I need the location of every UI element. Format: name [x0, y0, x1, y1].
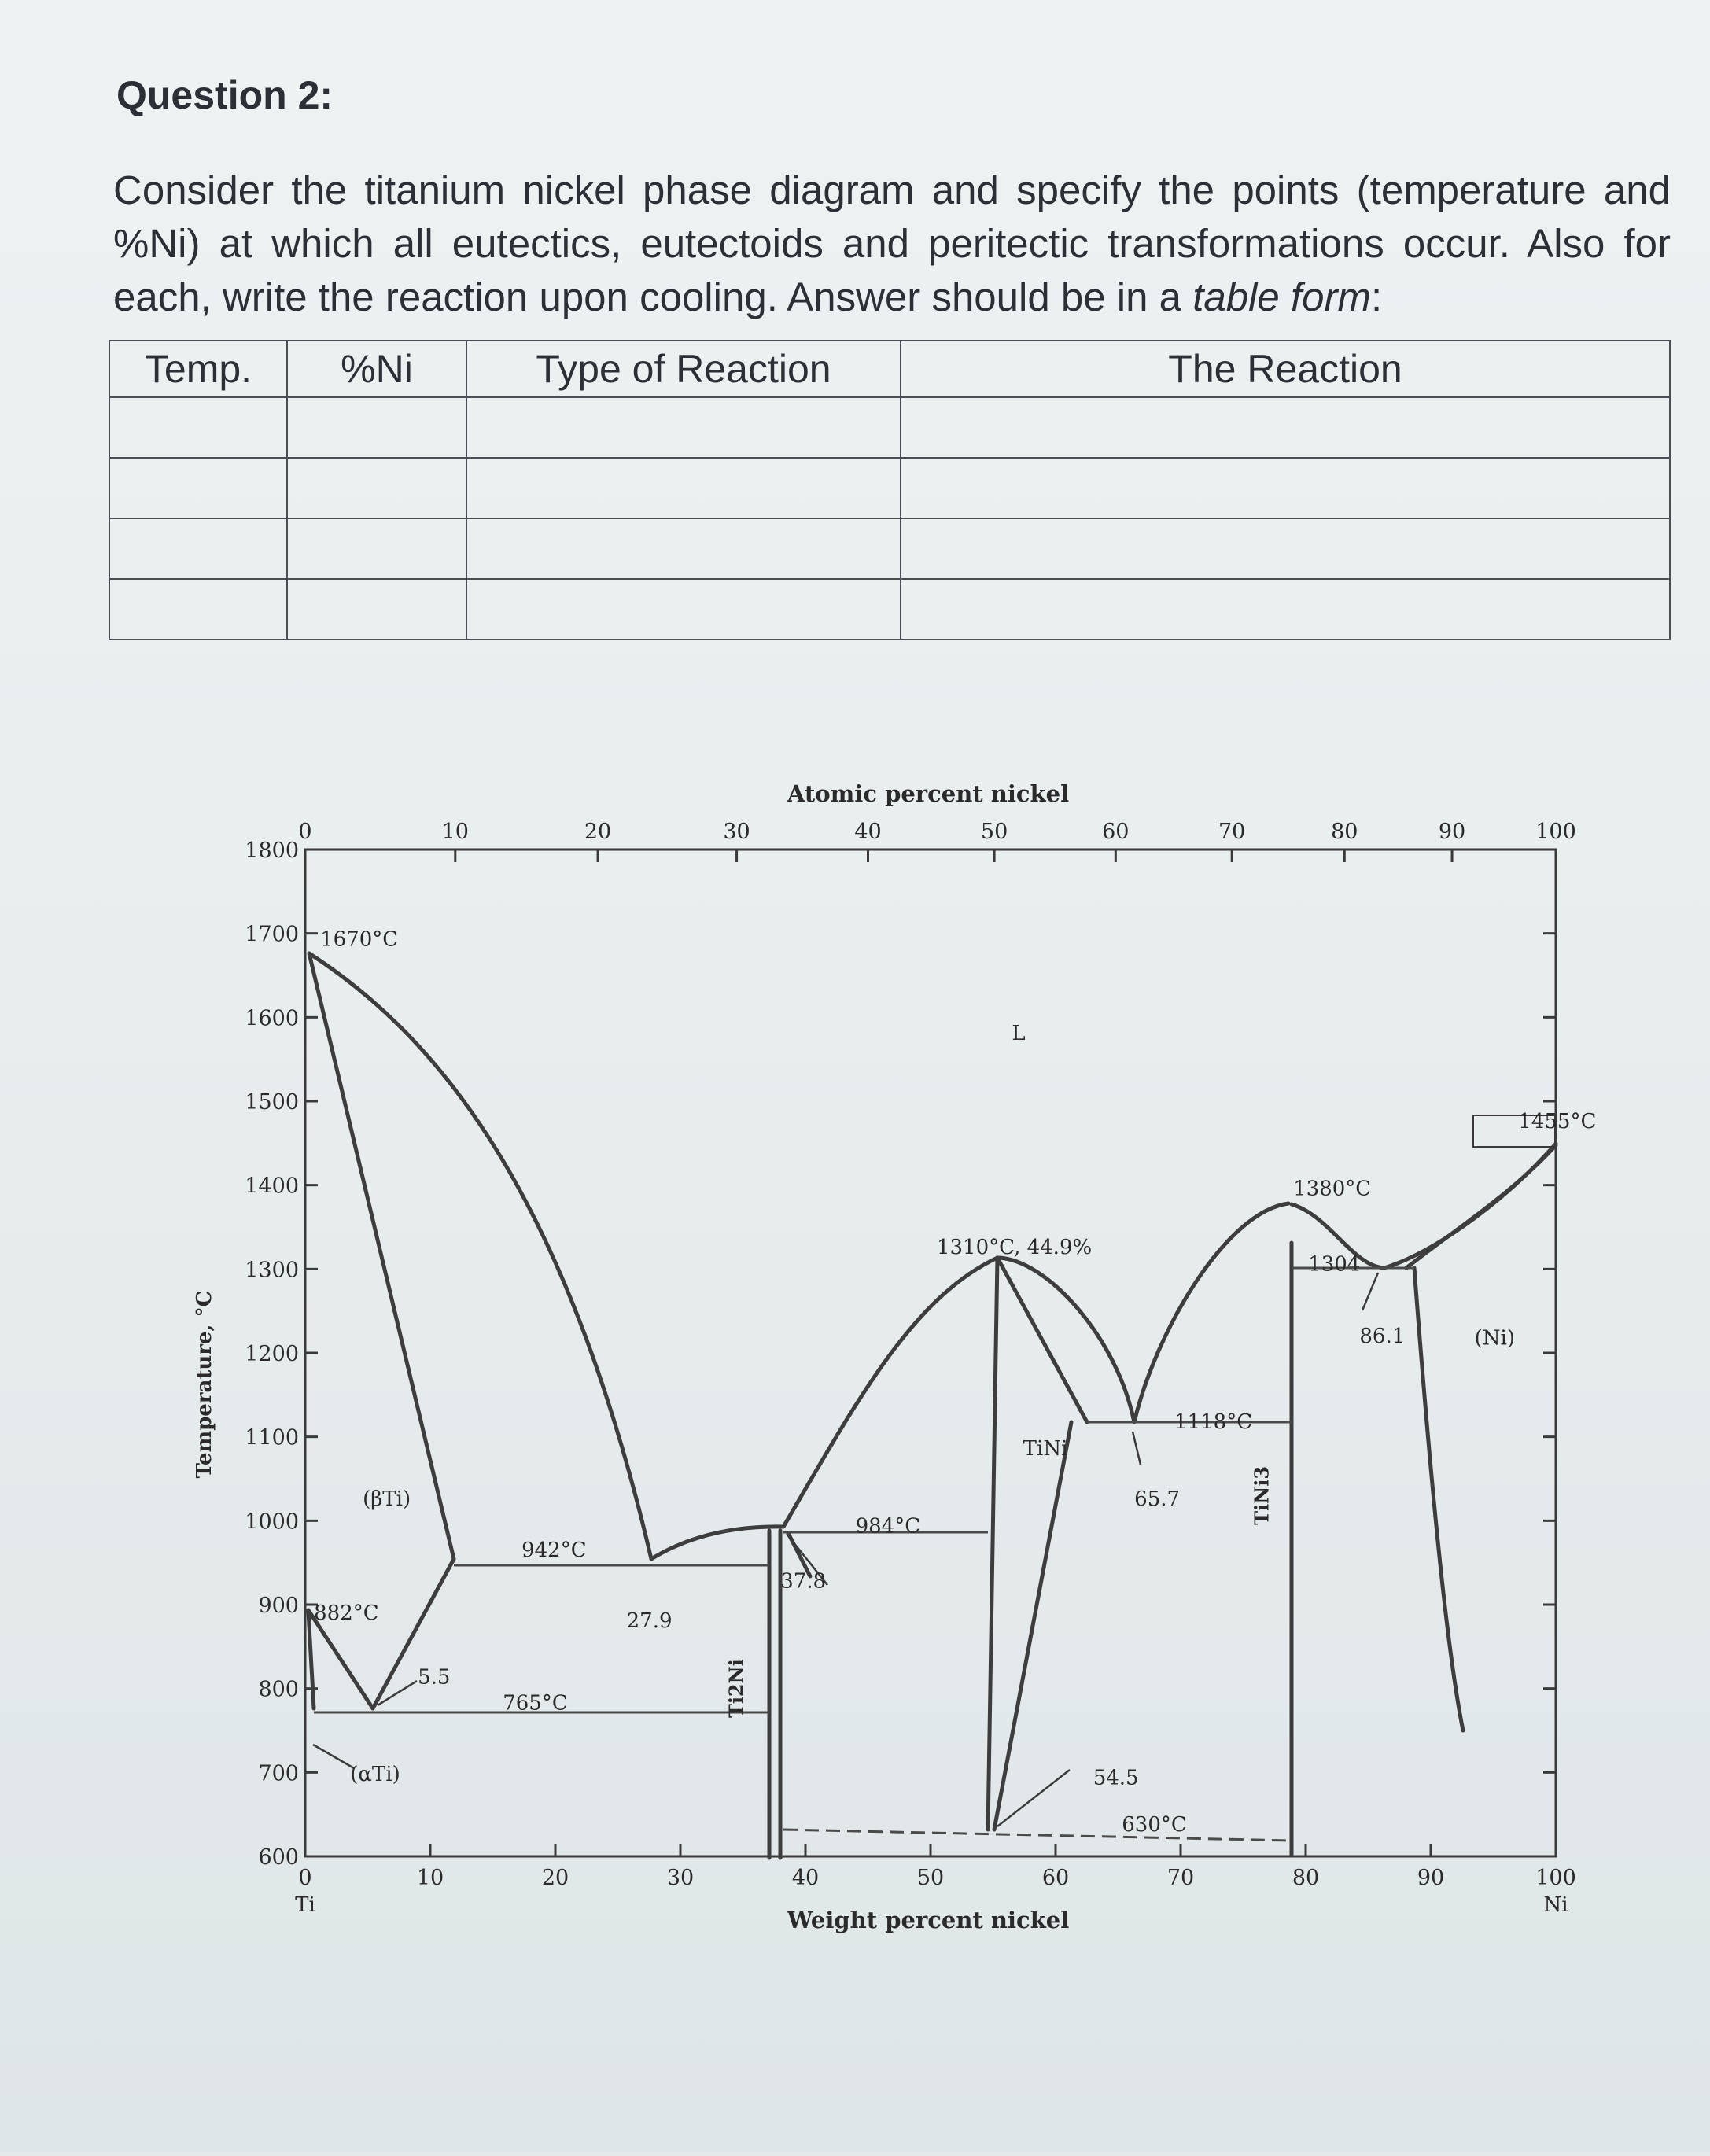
top-tick-label: 80 — [1331, 820, 1358, 844]
question-text-end: : — [1370, 275, 1383, 319]
alpha-beta-lower — [308, 1612, 314, 1708]
diagram-label: 1304 — [1308, 1252, 1361, 1277]
question-text-emphasis: table form — [1192, 275, 1371, 319]
diagram-label: 86.1 — [1359, 1325, 1406, 1349]
diagram-label: 630°C — [1122, 1813, 1187, 1837]
diagram-label: 765°C — [503, 1691, 568, 1716]
compound-label: TiNi3 — [1250, 1465, 1273, 1525]
diagram-label: 882°C — [314, 1601, 379, 1626]
leader-54-5 — [997, 1770, 1070, 1826]
tini-right-boundary — [997, 1258, 1087, 1422]
top-tick-label: 90 — [1438, 820, 1466, 844]
isotherm-630 — [783, 1830, 1292, 1841]
tini-lower-right — [994, 1422, 1071, 1830]
diagram-label: (βTi) — [363, 1487, 411, 1512]
solidus-ni — [1406, 1145, 1556, 1268]
plot-frame — [305, 850, 1556, 1856]
diagram-label: 984°C — [855, 1514, 921, 1539]
diagram-label: (Ni) — [1474, 1326, 1516, 1351]
top-tick-label: 10 — [441, 820, 469, 844]
y-tick-label: 800 — [258, 1677, 299, 1702]
x-tick-label: 50 — [916, 1866, 945, 1890]
x-tick-label: 100 — [1535, 1866, 1576, 1890]
y-axis — [245, 838, 1556, 1870]
liquidus-ni — [1384, 1144, 1556, 1268]
top-tick-label: 30 — [723, 820, 750, 844]
x-tick-label: 70 — [1166, 1866, 1195, 1890]
top-tick-label: 50 — [980, 820, 1008, 844]
top-tick-label: 60 — [1102, 820, 1130, 844]
top-tick-label: 70 — [1218, 820, 1246, 844]
y-tick-label: 900 — [258, 1594, 299, 1618]
x-tick-label: 60 — [1041, 1866, 1070, 1890]
x-tick-label: 0 — [298, 1866, 312, 1890]
x-tick-label: 10 — [416, 1866, 444, 1890]
y-tick-label: 1000 — [245, 1509, 299, 1535]
y-tick-label: 1800 — [245, 838, 299, 863]
top-tick-label: 20 — [584, 820, 612, 844]
compound-label: Ti2Ni — [724, 1659, 748, 1719]
diagram-label: 1118°C — [1174, 1410, 1253, 1434]
top-tick-label: 40 — [854, 820, 882, 844]
diagram-label: 942°C — [521, 1539, 587, 1563]
diagram-label: L — [1012, 1022, 1026, 1046]
diagram-label: 5.5 — [418, 1665, 451, 1690]
header-reaction: The Reaction — [901, 341, 1670, 397]
leader-86-1 — [1362, 1273, 1378, 1310]
x-tick-label: 80 — [1292, 1866, 1320, 1890]
leader-65-7 — [1133, 1432, 1141, 1465]
y-tick-label: 1500 — [245, 1090, 299, 1115]
y-tick-label: 1400 — [245, 1174, 299, 1199]
diagram-label: 54.5 — [1093, 1766, 1139, 1790]
leader-lines — [313, 1273, 1378, 1826]
liquidus-ti2ni — [651, 1527, 783, 1559]
y-tick-label: 1300 — [245, 1258, 299, 1283]
diagram-label: 1455°C — [1518, 1110, 1597, 1134]
diagram-label: TiNi — [1023, 1437, 1068, 1461]
y-axis-title: Temperature, °C — [193, 1290, 216, 1479]
header-reaction-type: Type of Reaction — [466, 341, 901, 397]
liquidus-tini3-left — [1134, 1203, 1288, 1422]
x-tick-label: 20 — [541, 1866, 569, 1890]
question-heading: Question 2: — [116, 73, 334, 117]
diagram-label: 1310°C, 44.9% — [936, 1236, 1093, 1260]
x-end-label-ti: Ti — [295, 1893, 315, 1917]
diagram-label: 1670°C — [320, 927, 399, 952]
ni-solvus — [1414, 1268, 1463, 1730]
diagram-labels — [314, 928, 1596, 1837]
question-text-main: Consider the titanium nickel phase diagram and specify the points (temperature and %Ni) at which all eutectics, eutectoids and peritectic transformations occur. Also for each, write the reaction upon cooling. Answer should be in a — [113, 168, 1671, 319]
top-axis — [298, 820, 1575, 862]
header-ni-percent: %Ni — [287, 341, 466, 397]
x-end-label-ni: Ni — [1543, 1893, 1568, 1917]
y-tick-label: 1200 — [245, 1342, 299, 1366]
leader-5-5 — [378, 1681, 417, 1705]
diagram-label: 27.9 — [626, 1609, 673, 1633]
liquidus-tini-left — [783, 1258, 997, 1527]
tini-left-boundary — [988, 1258, 997, 1830]
y-tick-label: 1600 — [245, 1006, 299, 1031]
liquidus-tini-right — [997, 1258, 1134, 1422]
x-tick-label: 40 — [791, 1866, 820, 1890]
isotherms — [314, 1268, 1414, 1841]
header-temp: Temp. — [109, 341, 287, 397]
diagram-label: (αTi) — [350, 1763, 400, 1786]
x-axis-title: Weight percent nickel — [787, 1907, 1070, 1933]
top-axis-title: Atomic percent nickel — [787, 780, 1070, 807]
top-tick-label: 0 — [298, 820, 312, 844]
phase-boundaries — [308, 953, 1556, 1858]
y-tick-label: 1700 — [245, 922, 299, 947]
diagram-label: 65.7 — [1134, 1487, 1181, 1512]
y-tick-label: 1100 — [245, 1425, 299, 1450]
y-tick-label: 700 — [258, 1761, 299, 1786]
diagram-label: 37.8 — [780, 1569, 827, 1594]
x-tick-label: 30 — [666, 1866, 695, 1890]
x-tick-label: 90 — [1417, 1866, 1445, 1890]
top-tick-label: 100 — [1535, 820, 1576, 844]
leader-alpha-ti — [313, 1745, 354, 1768]
liquidus-beta-ti — [309, 953, 651, 1559]
solidus-beta-ti — [309, 953, 454, 1559]
y-tick-label: 600 — [258, 1845, 299, 1870]
diagram-label: 1380°C — [1293, 1177, 1372, 1201]
